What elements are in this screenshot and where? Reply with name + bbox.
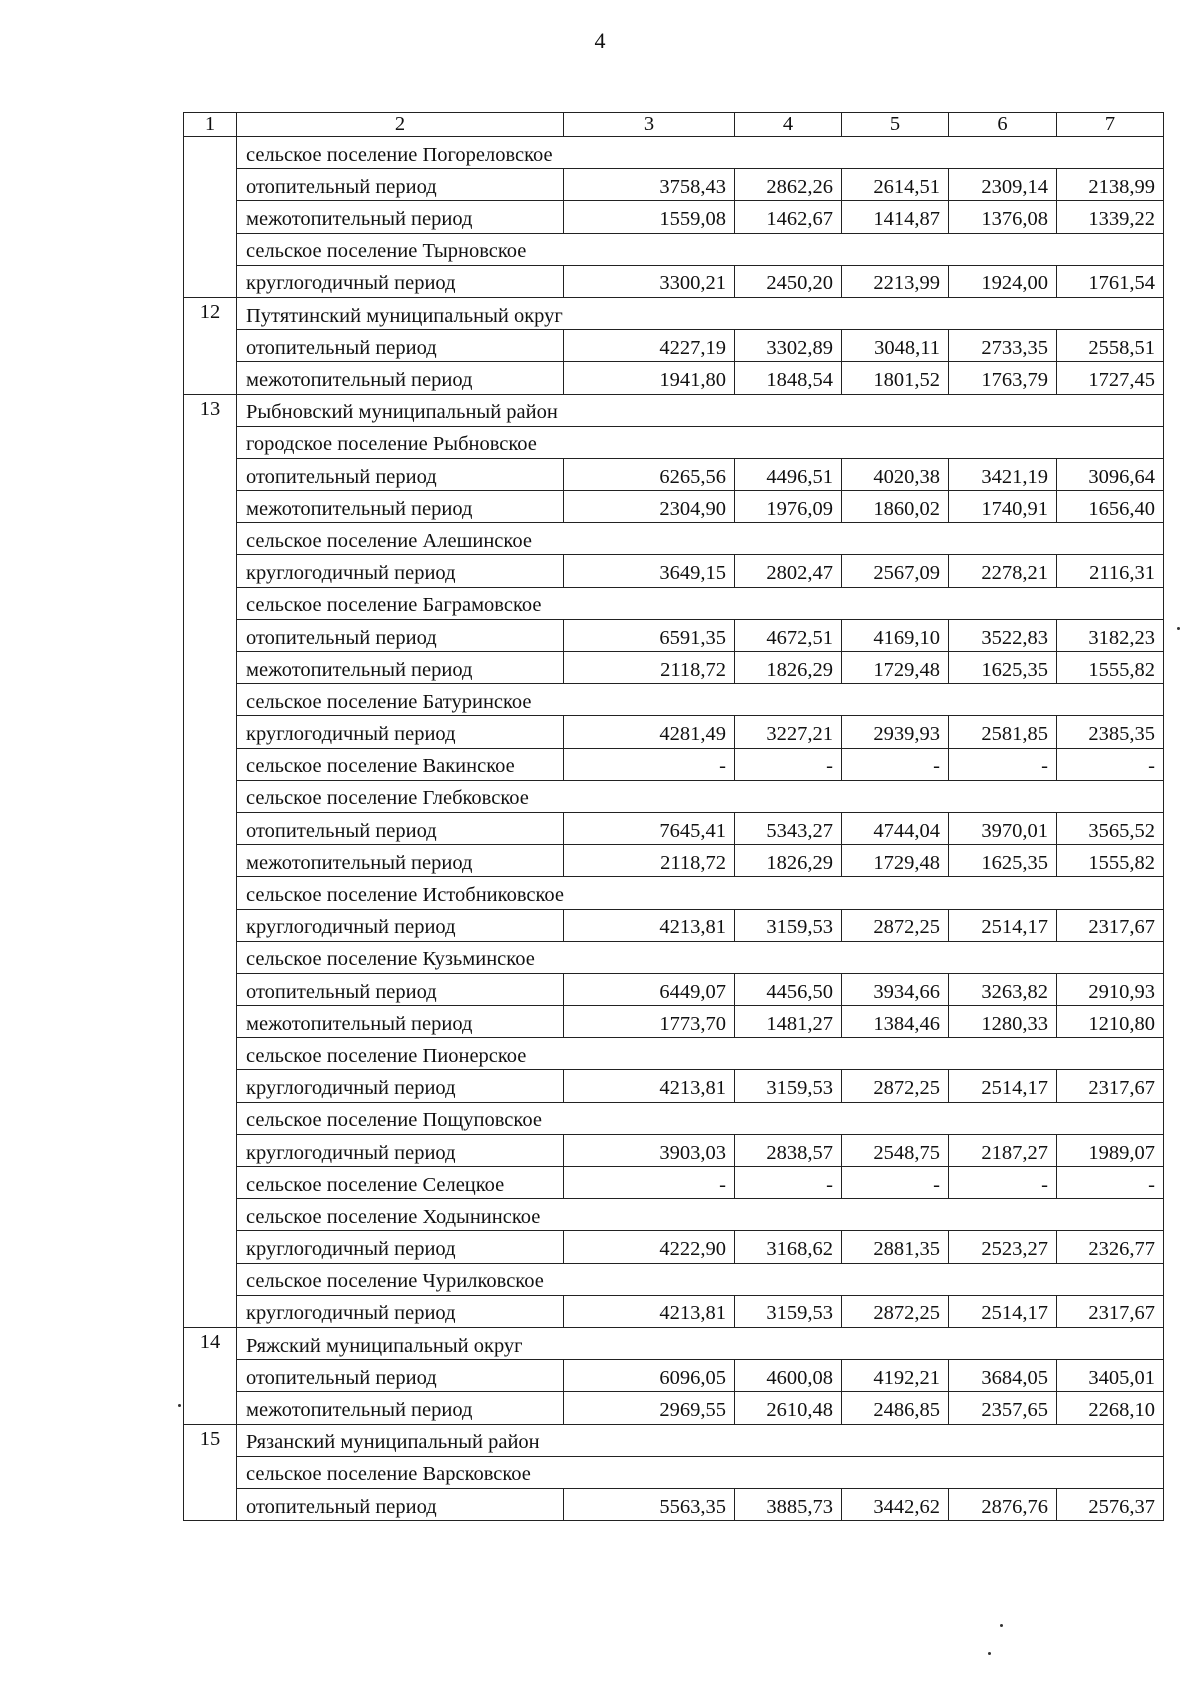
period-label: круглогодичный период (237, 555, 564, 587)
value-cell: 2486,85 (842, 1392, 949, 1424)
column-header: 5 (842, 113, 949, 137)
value-cell: 3970,01 (949, 812, 1057, 844)
value-cell: 3934,66 (842, 973, 949, 1005)
table-row (184, 394, 1164, 426)
section-label: сельское поселение Батуринское (237, 684, 1164, 716)
period-label: межотопительный период (237, 845, 564, 877)
value-cell: 4281,49 (564, 716, 735, 748)
value-cell: 1414,87 (842, 201, 949, 233)
value-cell: 4496,51 (735, 458, 842, 490)
value-cell: 2304,90 (564, 491, 735, 523)
table-row (184, 1392, 1164, 1424)
value-cell: 3885,73 (735, 1488, 842, 1520)
row-index: 15 (184, 1424, 237, 1521)
table-row (184, 1167, 1164, 1199)
value-cell: 4672,51 (735, 619, 842, 651)
value-cell: 1339,22 (1057, 201, 1164, 233)
value-cell: 2317,67 (1057, 1070, 1164, 1102)
column-header: 7 (1057, 113, 1164, 137)
table-row (184, 330, 1164, 362)
value-cell: 2838,57 (735, 1134, 842, 1166)
section-label: сельское поселение Варсковское (237, 1456, 1164, 1488)
table-row (184, 619, 1164, 651)
tariff-table (183, 112, 1164, 1521)
value-cell: 3649,15 (564, 555, 735, 587)
value-cell: 2450,20 (735, 265, 842, 297)
value-cell: 5563,35 (564, 1488, 735, 1520)
value-cell: 2213,99 (842, 265, 949, 297)
value-cell: 2876,76 (949, 1488, 1057, 1520)
table-row (184, 812, 1164, 844)
period-label: сельское поселение Вакинское (237, 748, 564, 780)
value-cell: 6449,07 (564, 973, 735, 1005)
value-cell: 1625,35 (949, 652, 1057, 684)
value-cell: 1376,08 (949, 201, 1057, 233)
value-cell: 6096,05 (564, 1360, 735, 1392)
value-cell: 1941,80 (564, 362, 735, 394)
value-cell: 1924,00 (949, 265, 1057, 297)
value-cell: - (842, 1167, 949, 1199)
value-cell: 2317,67 (1057, 909, 1164, 941)
value-cell: 2558,51 (1057, 330, 1164, 362)
value-cell: 4213,81 (564, 1295, 735, 1327)
table-row (184, 1456, 1164, 1488)
value-cell: - (564, 1167, 735, 1199)
period-label: отопительный период (237, 1488, 564, 1520)
section-label: сельское поселение Чурилковское (237, 1263, 1164, 1295)
table-row (184, 587, 1164, 619)
period-label: отопительный период (237, 619, 564, 651)
value-cell: 3565,52 (1057, 812, 1164, 844)
value-cell: 4020,38 (842, 458, 949, 490)
value-cell: 3182,23 (1057, 619, 1164, 651)
value-cell: 2523,27 (949, 1231, 1057, 1263)
value-cell: 1280,33 (949, 1006, 1057, 1038)
table-row (184, 555, 1164, 587)
value-cell: 3522,83 (949, 619, 1057, 651)
value-cell: 1384,46 (842, 1006, 949, 1038)
value-cell: 2187,27 (949, 1134, 1057, 1166)
section-label: сельское поселение Погореловское (237, 137, 1164, 169)
table-row (184, 1424, 1164, 1456)
table-row (184, 684, 1164, 716)
scan-speck (988, 1652, 991, 1655)
value-cell: 4600,08 (735, 1360, 842, 1392)
value-cell: 2326,77 (1057, 1231, 1164, 1263)
table-row (184, 877, 1164, 909)
value-cell: 1826,29 (735, 845, 842, 877)
table-row (184, 1327, 1164, 1359)
value-cell: 2872,25 (842, 1070, 949, 1102)
value-cell: 3159,53 (735, 1295, 842, 1327)
section-label: сельское поселение Глебковское (237, 780, 1164, 812)
table-row (184, 362, 1164, 394)
period-label: межотопительный период (237, 1392, 564, 1424)
value-cell: 2862,26 (735, 169, 842, 201)
scan-speck (1000, 1624, 1003, 1627)
value-cell: - (1057, 748, 1164, 780)
value-cell: 2138,99 (1057, 169, 1164, 201)
section-label: сельское поселение Пощуповское (237, 1102, 1164, 1134)
value-cell: 1860,02 (842, 491, 949, 523)
table-row (184, 137, 1164, 169)
section-label: Ряжский муниципальный округ (237, 1327, 1164, 1359)
table-row (184, 652, 1164, 684)
table-row (184, 1231, 1164, 1263)
value-cell: 2576,37 (1057, 1488, 1164, 1520)
value-cell: 2872,25 (842, 909, 949, 941)
period-label: отопительный период (237, 1360, 564, 1392)
value-cell: 2581,85 (949, 716, 1057, 748)
period-label: сельское поселение Селецкое (237, 1167, 564, 1199)
table-row (184, 169, 1164, 201)
value-cell: 1555,82 (1057, 845, 1164, 877)
value-cell: 1625,35 (949, 845, 1057, 877)
table-row (184, 297, 1164, 329)
table-body (184, 137, 1164, 1521)
value-cell: 4227,19 (564, 330, 735, 362)
value-cell: - (564, 748, 735, 780)
value-cell: 3048,11 (842, 330, 949, 362)
value-cell: 2514,17 (949, 1070, 1057, 1102)
table-row (184, 973, 1164, 1005)
value-cell: 3684,05 (949, 1360, 1057, 1392)
value-cell: 3302,89 (735, 330, 842, 362)
table-row (184, 1360, 1164, 1392)
value-cell: 2514,17 (949, 909, 1057, 941)
table-row (184, 1199, 1164, 1231)
period-label: круглогодичный период (237, 1231, 564, 1263)
value-cell: 2802,47 (735, 555, 842, 587)
period-label: межотопительный период (237, 1006, 564, 1038)
value-cell: 1773,70 (564, 1006, 735, 1038)
table-row (184, 1295, 1164, 1327)
column-header: 2 (237, 113, 564, 137)
value-cell: 2514,17 (949, 1295, 1057, 1327)
table-row (184, 265, 1164, 297)
value-cell: 4169,10 (842, 619, 949, 651)
table-row (184, 1263, 1164, 1295)
value-cell: 1740,91 (949, 491, 1057, 523)
page-number: 4 (594, 28, 606, 53)
value-cell: 3758,43 (564, 169, 735, 201)
section-label: городское поселение Рыбновское (237, 426, 1164, 458)
value-cell: 2268,10 (1057, 1392, 1164, 1424)
value-cell: 2872,25 (842, 1295, 949, 1327)
value-cell: 2548,75 (842, 1134, 949, 1166)
value-cell: 3159,53 (735, 909, 842, 941)
period-label: отопительный период (237, 169, 564, 201)
value-cell: - (842, 748, 949, 780)
table-row (184, 1038, 1164, 1070)
value-cell: 3421,19 (949, 458, 1057, 490)
section-label: Путятинский муниципальный округ (237, 297, 1164, 329)
value-cell: 3263,82 (949, 973, 1057, 1005)
section-label: сельское поселение Баграмовское (237, 587, 1164, 619)
row-index (184, 137, 237, 298)
value-cell: 2278,21 (949, 555, 1057, 587)
table-row (184, 780, 1164, 812)
period-label: круглогодичный период (237, 909, 564, 941)
value-cell: 3405,01 (1057, 1360, 1164, 1392)
table-header-row (184, 113, 1164, 137)
period-label: межотопительный период (237, 362, 564, 394)
value-cell: 4213,81 (564, 909, 735, 941)
value-cell: 2614,51 (842, 169, 949, 201)
column-header: 6 (949, 113, 1057, 137)
period-label: отопительный период (237, 812, 564, 844)
period-label: круглогодичный период (237, 1070, 564, 1102)
value-cell: 3442,62 (842, 1488, 949, 1520)
scan-speck (1177, 627, 1180, 630)
table-row (184, 491, 1164, 523)
value-cell: 2118,72 (564, 652, 735, 684)
value-cell: 4213,81 (564, 1070, 735, 1102)
table-row (184, 909, 1164, 941)
period-label: отопительный период (237, 330, 564, 362)
value-cell: 2969,55 (564, 1392, 735, 1424)
value-cell: 3903,03 (564, 1134, 735, 1166)
period-label: отопительный период (237, 458, 564, 490)
period-label: круглогодичный период (237, 265, 564, 297)
value-cell: 4192,21 (842, 1360, 949, 1392)
table-row (184, 1488, 1164, 1520)
value-cell: 2385,35 (1057, 716, 1164, 748)
value-cell: 3227,21 (735, 716, 842, 748)
value-cell: 2118,72 (564, 845, 735, 877)
row-index: 14 (184, 1327, 237, 1424)
table-row (184, 201, 1164, 233)
section-label: сельское поселение Истобниковское (237, 877, 1164, 909)
section-label: сельское поселение Алешинское (237, 523, 1164, 555)
value-cell: 1656,40 (1057, 491, 1164, 523)
value-cell: 6591,35 (564, 619, 735, 651)
column-header: 4 (735, 113, 842, 137)
section-label: сельское поселение Кузьминское (237, 941, 1164, 973)
table-row (184, 845, 1164, 877)
section-label: сельское поселение Ходынинское (237, 1199, 1164, 1231)
value-cell: - (735, 748, 842, 780)
value-cell: 4222,90 (564, 1231, 735, 1263)
table-row (184, 716, 1164, 748)
value-cell: 1763,79 (949, 362, 1057, 394)
period-label: круглогодичный период (237, 1134, 564, 1166)
value-cell: 1729,48 (842, 845, 949, 877)
value-cell: 2567,09 (842, 555, 949, 587)
column-header: 1 (184, 113, 237, 137)
value-cell: 1555,82 (1057, 652, 1164, 684)
value-cell: 1559,08 (564, 201, 735, 233)
table-row (184, 1070, 1164, 1102)
value-cell: 2610,48 (735, 1392, 842, 1424)
value-cell: 2309,14 (949, 169, 1057, 201)
row-index: 13 (184, 394, 237, 1327)
section-label: сельское поселение Пионерское (237, 1038, 1164, 1070)
value-cell: 5343,27 (735, 812, 842, 844)
value-cell: 2317,67 (1057, 1295, 1164, 1327)
period-label: круглогодичный период (237, 716, 564, 748)
value-cell: 2733,35 (949, 330, 1057, 362)
value-cell: 3159,53 (735, 1070, 842, 1102)
section-label: Рязанский муниципальный район (237, 1424, 1164, 1456)
section-label: сельское поселение Тырновское (237, 233, 1164, 265)
value-cell: 1462,67 (735, 201, 842, 233)
value-cell: - (949, 1167, 1057, 1199)
value-cell: - (735, 1167, 842, 1199)
period-label: межотопительный период (237, 652, 564, 684)
value-cell: 4744,04 (842, 812, 949, 844)
column-header: 3 (564, 113, 735, 137)
value-cell: 1729,48 (842, 652, 949, 684)
value-cell: 1989,07 (1057, 1134, 1164, 1166)
table-row (184, 426, 1164, 458)
section-label: Рыбновский муниципальный район (237, 394, 1164, 426)
period-label: круглогодичный период (237, 1295, 564, 1327)
value-cell: 3300,21 (564, 265, 735, 297)
value-cell: 3096,64 (1057, 458, 1164, 490)
value-cell: - (949, 748, 1057, 780)
table-row (184, 941, 1164, 973)
period-label: межотопительный период (237, 491, 564, 523)
value-cell: 1848,54 (735, 362, 842, 394)
row-index: 12 (184, 297, 237, 394)
value-cell: 1727,45 (1057, 362, 1164, 394)
value-cell: 2939,93 (842, 716, 949, 748)
value-cell: 2881,35 (842, 1231, 949, 1263)
value-cell: 6265,56 (564, 458, 735, 490)
value-cell: 1826,29 (735, 652, 842, 684)
value-cell: 7645,41 (564, 812, 735, 844)
value-cell: 1976,09 (735, 491, 842, 523)
table-row (184, 1006, 1164, 1038)
period-label: отопительный период (237, 973, 564, 1005)
table-row (184, 748, 1164, 780)
scan-speck (178, 1404, 181, 1407)
value-cell: 1481,27 (735, 1006, 842, 1038)
value-cell: - (1057, 1167, 1164, 1199)
value-cell: 3168,62 (735, 1231, 842, 1263)
table-row (184, 1134, 1164, 1166)
value-cell: 4456,50 (735, 973, 842, 1005)
value-cell: 2910,93 (1057, 973, 1164, 1005)
table-row (184, 233, 1164, 265)
table-row (184, 523, 1164, 555)
table-row (184, 458, 1164, 490)
value-cell: 1210,80 (1057, 1006, 1164, 1038)
table-row (184, 1102, 1164, 1134)
period-label: межотопительный период (237, 201, 564, 233)
value-cell: 1761,54 (1057, 265, 1164, 297)
value-cell: 2357,65 (949, 1392, 1057, 1424)
value-cell: 1801,52 (842, 362, 949, 394)
value-cell: 2116,31 (1057, 555, 1164, 587)
